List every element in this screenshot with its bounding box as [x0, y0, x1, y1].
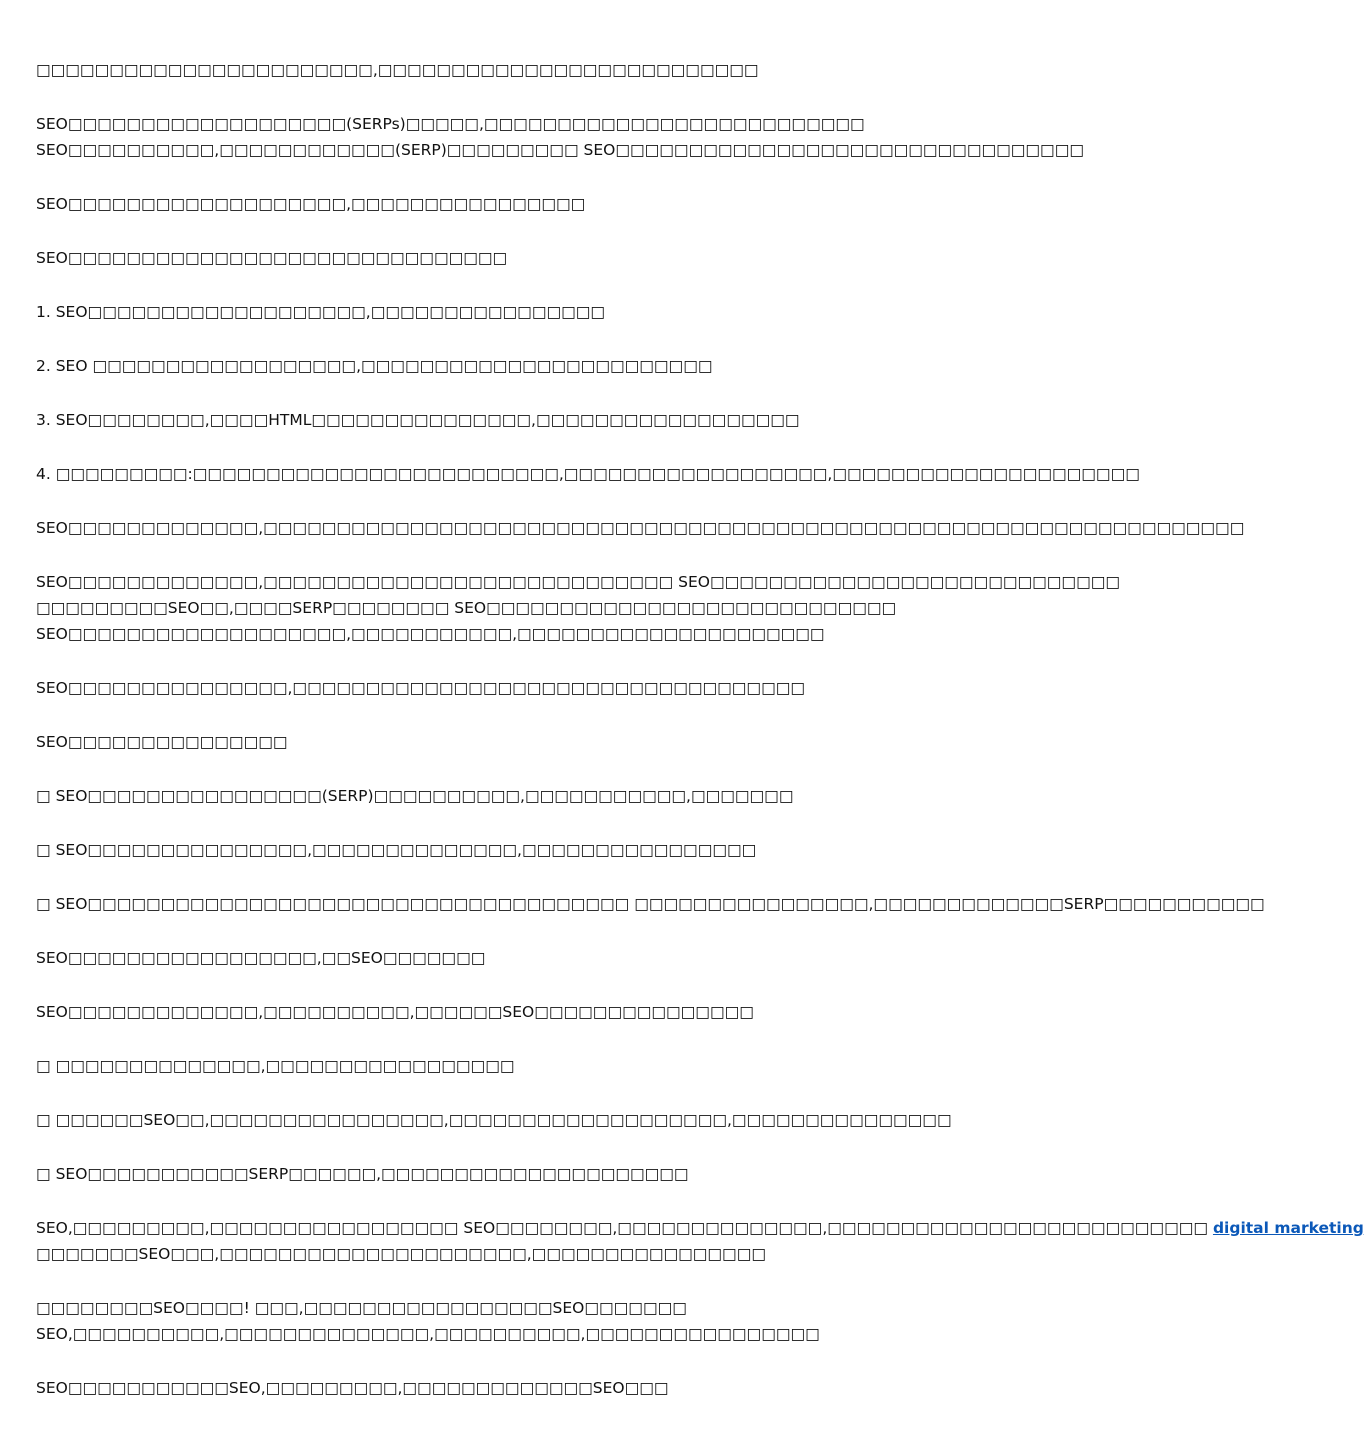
digital-marketing-link[interactable]: digital marketing — [1212, 1219, 1364, 1237]
text-run: SEO,□□□□□□□□□,□□□□□□□□□□□□□□□□□ SEO□□□□□□□□,□□□□□□□□□□□□□□,□□□□□□□□□□□□□□□□□□□□□□□□□□ — [36, 1219, 1213, 1237]
paragraph — [36, 515, 1245, 541]
document-body — [36, 57, 1265, 1187]
paragraph — [36, 675, 996, 701]
paragraph — [36, 1107, 996, 1133]
text-line: 4. □□□□□□□□□:□□□□□□□□□□□□□□□□□□□□□□□□□,□□□□□□□□□□□□□□□□□□,□□□□□□□□□□□□□□□□□□□□□ — [36, 465, 1140, 483]
paragraph — [36, 945, 996, 971]
paragraph — [36, 191, 996, 217]
text-line: □ □□□□□□□□□□□□□□,□□□□□□□□□□□□□□□□□ — [36, 1057, 515, 1075]
text-line: SEO□□□□□□□□□□,□□□□□□□□□□□□(SERP)□□□□□□□□□ SEO□□□□□□□□□□□□□□□□□□□□□□□□□□□□□□□□ — [36, 141, 1084, 159]
paragraph — [36, 837, 996, 863]
text-line: SEO□□□□□□□□□□□□□,□□□□□□□□□□□□□□□□□□□□□□□□□□□□ SEO□□□□□□□□□□□□□□□□□□□□□□□□□□□□ — [36, 573, 1121, 591]
paragraph — [36, 891, 1265, 917]
paragraph — [36, 111, 1084, 163]
paragraph — [36, 1053, 996, 1079]
document-page — [36, 57, 1364, 1429]
text-line: SEO□□□□□□□□□□□□□□□□□□□□□□□□□□□□□□ — [36, 249, 508, 267]
text-line: 2. SEO □□□□□□□□□□□□□□□□□□,□□□□□□□□□□□□□□□□□□□□□□□□ — [36, 357, 713, 375]
paragraph — [36, 1375, 996, 1401]
paragraph — [36, 1161, 996, 1187]
paragraph — [36, 57, 996, 83]
text-line: SEO□□□□□□□□□□□□□□□,□□□□□□□□□□□□□□□□□□□□□□□□□□□□□□□□□□□ — [36, 679, 805, 697]
text-line: □ SEO□□□□□□□□□□□□□□□,□□□□□□□□□□□□□□,□□□□□□□□□□□□□□□□ — [36, 841, 757, 859]
text-line: SEO□□□□□□□□□□□□□□□□□□□(SERPs)□□□□□,□□□□□□□□□□□□□□□□□□□□□□□□□□ — [36, 115, 865, 133]
text-line: 3. SEO□□□□□□□□,□□□□HTML□□□□□□□□□□□□□□□,□□□□□□□□□□□□□□□□□□ — [36, 411, 800, 429]
text-line: □ SEO□□□□□□□□□□□SERP□□□□□□,□□□□□□□□□□□□□□□□□□□□□ — [36, 1165, 689, 1183]
paragraph — [36, 461, 1140, 487]
text-line: SEO□□□□□□□□□□□□□□□□□□□,□□□□□□□□□□□,□□□□□□□□□□□□□□□□□□□□□ — [36, 625, 825, 643]
text-line: □□□□□□□□SEO□□□□! □□□,□□□□□□□□□□□□□□□□□SEO□□□□□□□ — [36, 1299, 687, 1317]
paragraph — [36, 299, 996, 325]
paragraph — [36, 569, 1121, 647]
paragraph — [36, 1295, 996, 1347]
text-line: □□□□□□□□□SEO□□,□□□□SERP□□□□□□□□ SEO□□□□□□□□□□□□□□□□□□□□□□□□□□□□ — [36, 599, 897, 617]
text-line: SEO□□□□□□□□□□□□□□□□□,□□SEO□□□□□□□ — [36, 949, 486, 967]
paragraph — [36, 353, 996, 379]
paragraph — [36, 999, 996, 1025]
text-line: SEO,□□□□□□□□□□,□□□□□□□□□□□□□□,□□□□□□□□□□,□□□□□□□□□□□□□□□□ — [36, 1325, 820, 1343]
paragraph — [36, 783, 996, 809]
text-line: □□□□□□□□□□□□□□□□□□□□□□□,□□□□□□□□□□□□□□□□□□□□□□□□□□ — [36, 61, 759, 79]
text-line: □ SEO□□□□□□□□□□□□□□□□□□□□□□□□□□□□□□□□□□□□□ □□□□□□□□□□□□□□□□,□□□□□□□□□□□□□SERP□□□□□□□□□□□ — [36, 895, 1265, 913]
text-line: 1. SEO□□□□□□□□□□□□□□□□□□□,□□□□□□□□□□□□□□□□ — [36, 303, 606, 321]
text-line: □ □□□□□□SEO□□,□□□□□□□□□□□□□□□□,□□□□□□□□□□□□□□□□□□□,□□□□□□□□□□□□□□□ — [36, 1111, 952, 1129]
text-line: SEO□□□□□□□□□□□SEO,□□□□□□□□□,□□□□□□□□□□□□□SEO□□□ — [36, 1379, 669, 1397]
paragraph-with-link — [36, 1215, 1364, 1267]
paragraph — [36, 245, 996, 271]
text-line: □ SEO□□□□□□□□□□□□□□□□(SERP)□□□□□□□□□□,□□□□□□□□□□□,□□□□□□□ — [36, 787, 794, 805]
paragraph — [36, 407, 996, 433]
text-line: SEO□□□□□□□□□□□□□□□□□□□,□□□□□□□□□□□□□□□□ — [36, 195, 586, 213]
text-line: SEO□□□□□□□□□□□□□,□□□□□□□□□□,□□□□□□SEO□□□□□□□□□□□□□□□ — [36, 1003, 754, 1021]
text-line: SEO□□□□□□□□□□□□□,□□□□□□□□□□□□□□□□□□□□□□□□□□□□□□□□□□□□□□□□□□□□□□□□□□□□□□□□□□□□□□□□□□□ — [36, 519, 1245, 537]
paragraph — [36, 729, 996, 755]
document-body-continued — [36, 1295, 996, 1401]
text-line: SEO□□□□□□□□□□□□□□□ — [36, 733, 288, 751]
text-line — [36, 1215, 1364, 1241]
text-line: □□□□□□□SEO□□□,□□□□□□□□□□□□□□□□□□□□□,□□□□□□□□□□□□□□□□ — [36, 1245, 766, 1263]
